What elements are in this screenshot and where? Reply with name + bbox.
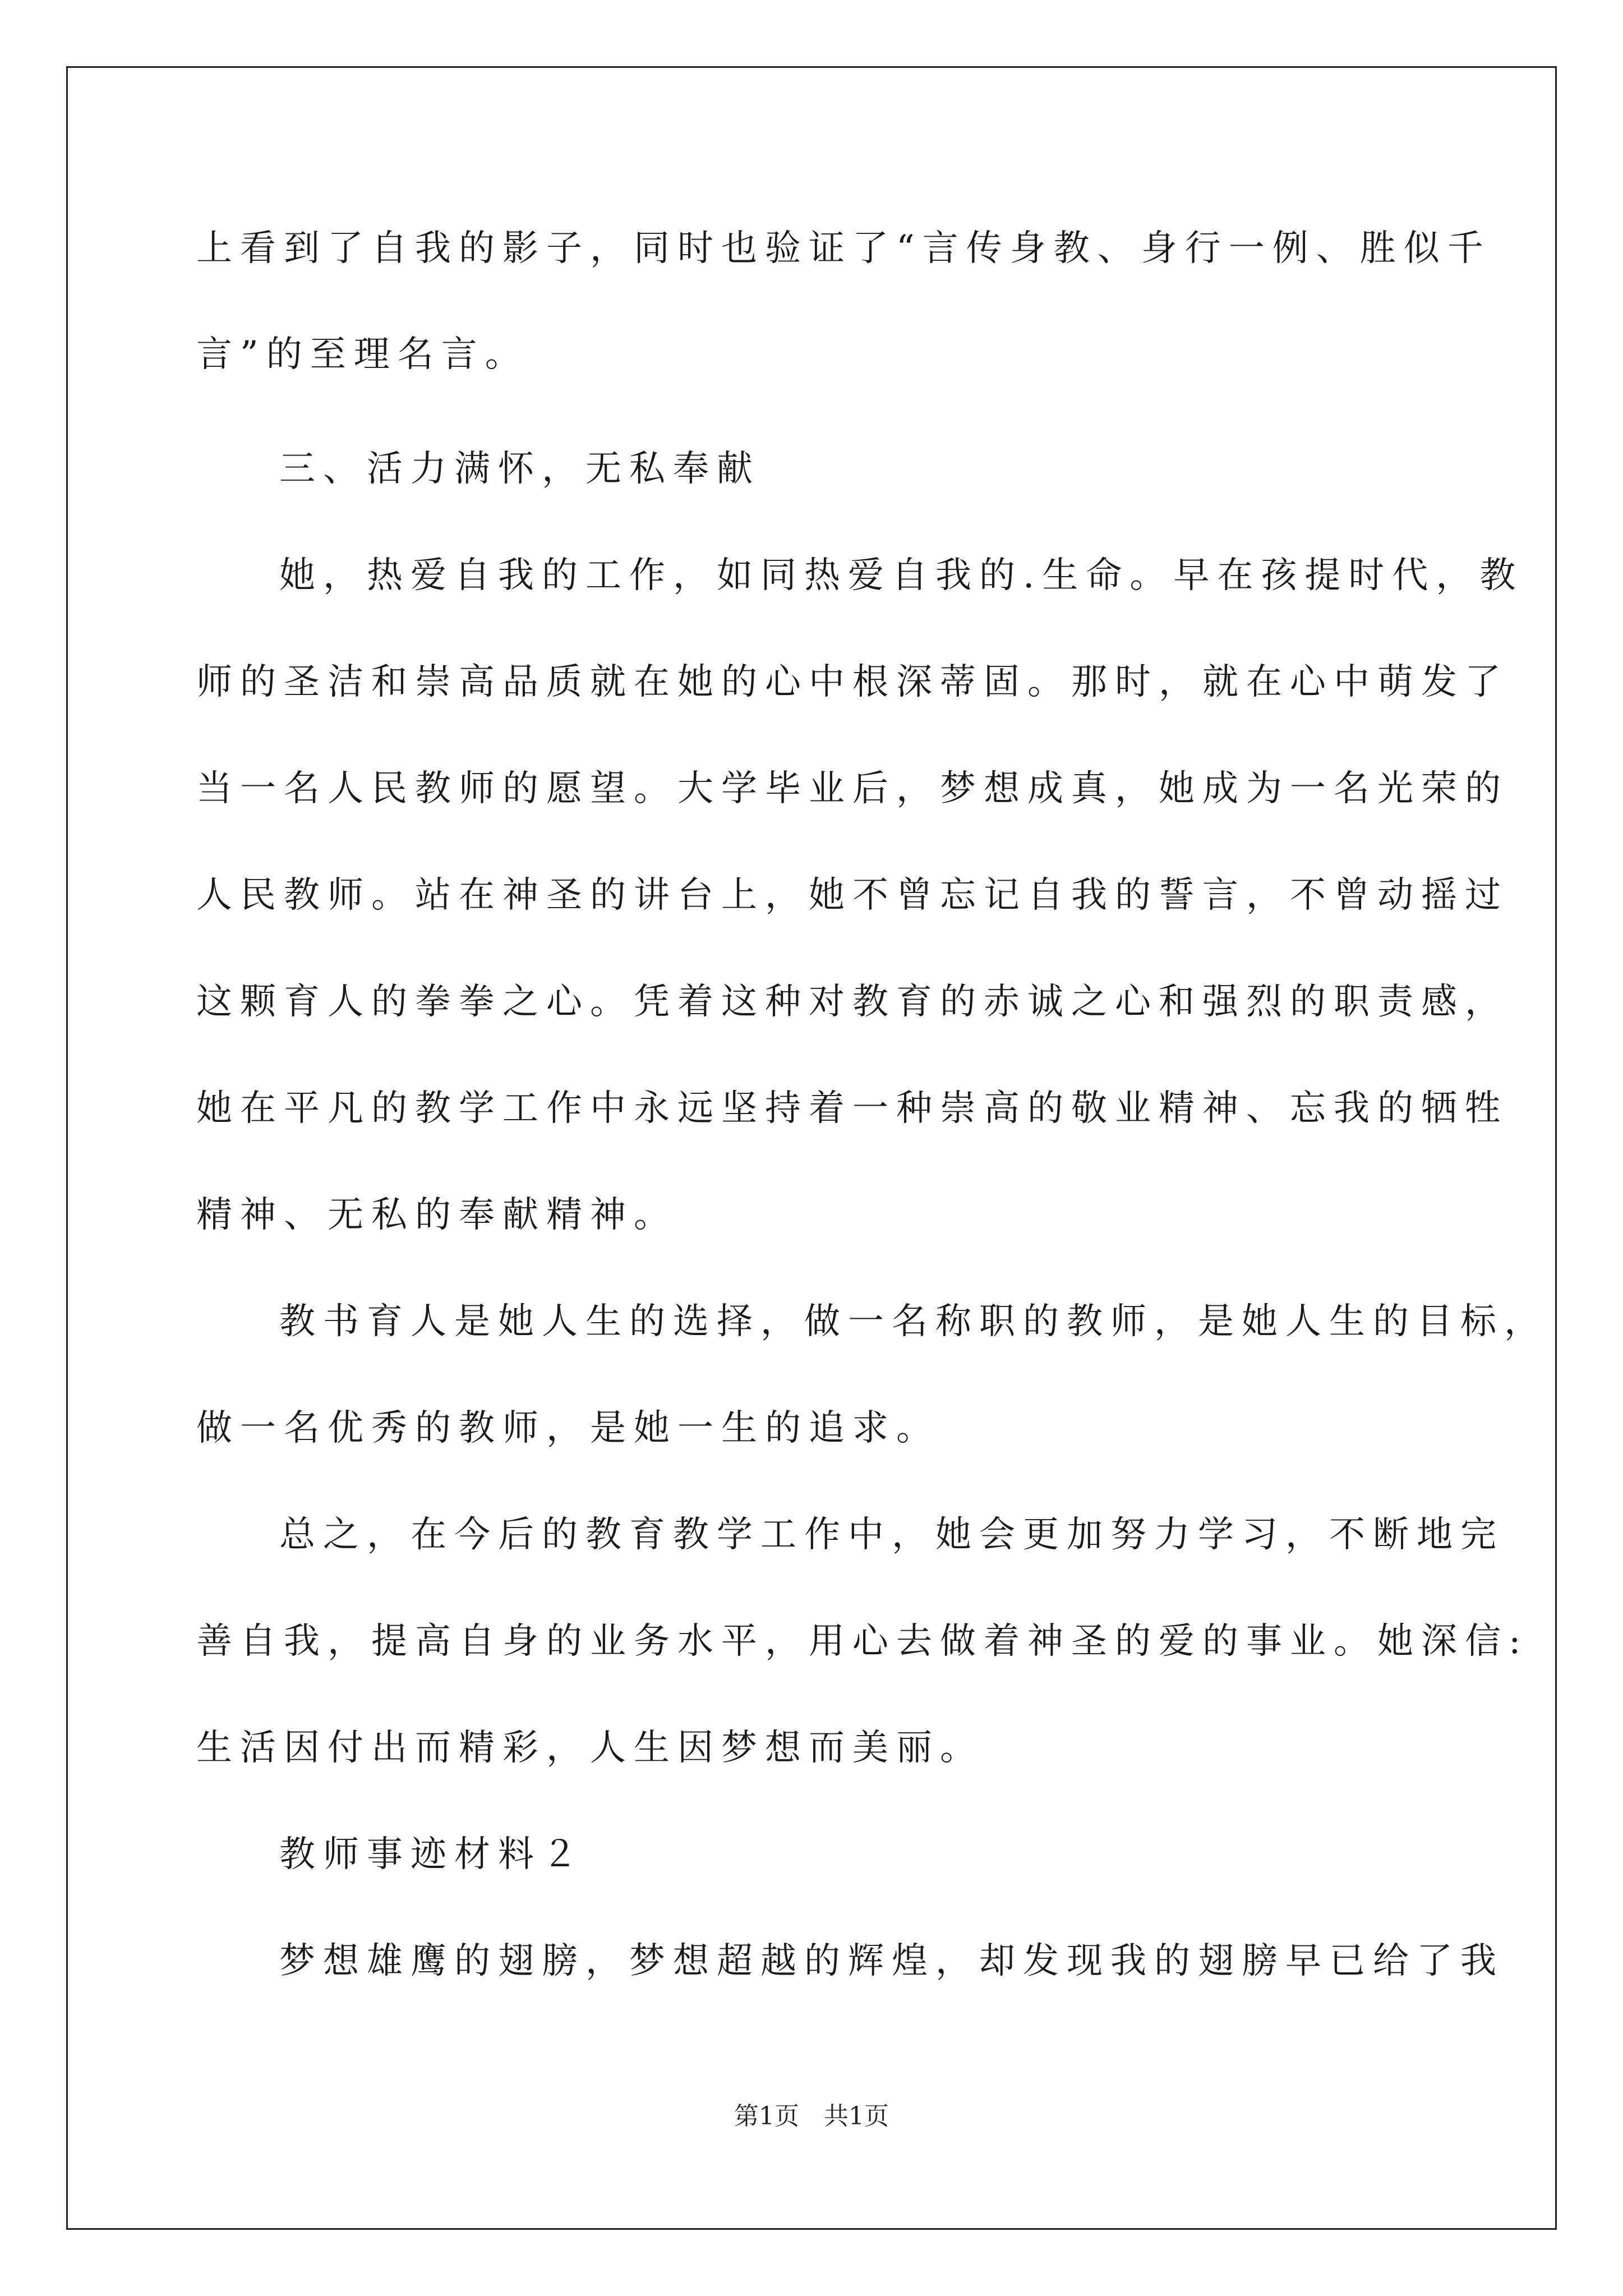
text-line: 做一名优秀的教师，是她一生的追求。 <box>196 1407 940 1449</box>
section-heading: 教师事迹材料２ <box>279 1834 585 1875</box>
text-line: 人民教师。站在神圣的讲台上，她不曾忘记自我的誓言，不曾动摇过 <box>196 875 1509 916</box>
text-line: 生活因付出而精彩，人生因梦想而美丽。 <box>196 1727 984 1769</box>
text-line: 言”的至理名言。 <box>196 334 529 375</box>
text-line: 教书育人是她人生的选择，做一名称职的教师，是她人生的目标， <box>279 1301 1548 1342</box>
text-line: 她，热爱自我的工作，如同热爱自我的.生命。早在孩提时代，教 <box>279 555 1524 596</box>
text-line: 精神、无私的奉献精神。 <box>196 1194 677 1236</box>
text-line: 上看到了自我的影子，同时也验证了“言传身教、身行一例、胜似千 <box>196 228 1491 269</box>
text-line: 梦想雄鹰的翅膀，梦想超越的辉煌，却发现我的翅膀早已给了我 <box>279 1940 1504 1982</box>
text-line: 当一名人民教师的愿望。大学毕业后，梦想成真，她成为一名光荣的 <box>196 768 1509 809</box>
text-line: 这颗育人的拳拳之心。凭着这种对教育的赤诚之心和强烈的职责感， <box>196 981 1509 1023</box>
text-line: 她在平凡的教学工作中永远坚持着一种崇高的敬业精神、忘我的牺牲 <box>196 1088 1509 1129</box>
page-footer: 第1页 共1页 <box>734 2102 889 2131</box>
section-heading: 三、活力满怀，无私奉献 <box>279 448 760 490</box>
text-line: 善自我，提高自身的业务水平，用心去做着神圣的爱的事业。她深信: <box>196 1621 1529 1662</box>
text-line: 总之，在今后的教育教学工作中，她会更加努力学习，不断地完 <box>279 1514 1504 1556</box>
page-border <box>66 66 1557 2230</box>
text-line: 师的圣洁和崇高品质就在她的心中根深蒂固。那时，就在心中萌发了 <box>196 661 1509 703</box>
